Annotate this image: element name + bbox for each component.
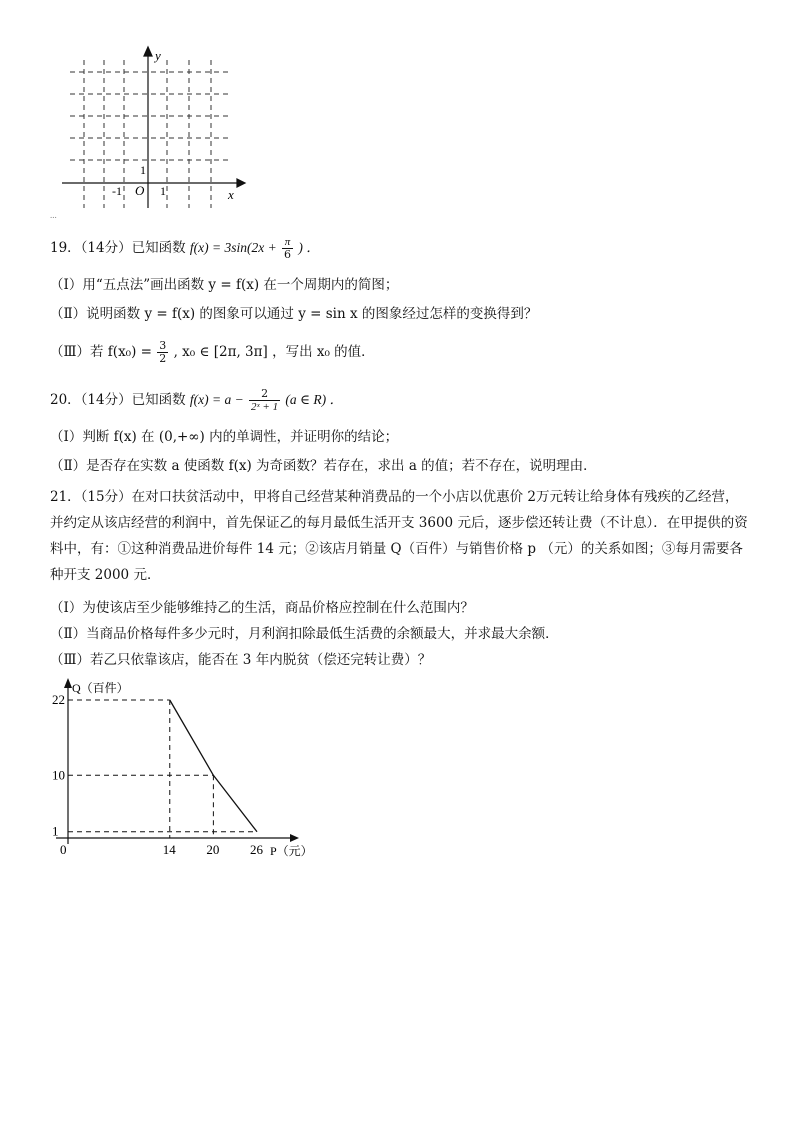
y-axis-label: Q（百件） xyxy=(72,681,129,695)
chart-labels xyxy=(52,680,313,858)
series-segment-1 xyxy=(170,700,214,775)
q19-part3-pre: （Ⅲ）若 f(x₀) = xyxy=(50,344,152,360)
q20-part2: （Ⅱ）是否存在实数 a 使函数 f(x) 为奇函数？若存在，求出 a 的值；若不存在，说明理由． xyxy=(50,458,597,474)
q19-part3 xyxy=(50,340,375,365)
q-p-chart xyxy=(40,672,340,867)
y-axis-label: y xyxy=(155,48,161,63)
chart-axes xyxy=(56,678,299,844)
q21-part3: （Ⅲ）若乙只依靠该店，能否在 3 年内脱贫（偿还完转让费）？ xyxy=(50,652,432,668)
q19-part1: （Ⅰ）用“五点法”画出函数 y = f(x) 在一个周期内的简图； xyxy=(50,277,399,293)
q19-part2: （Ⅱ）说明函数 y = f(x) 的图象可以通过 y = sin x 的图象经过怎样的变换得到？ xyxy=(50,306,538,322)
x-tick-label: 26 xyxy=(250,842,263,857)
q19-func-lhs: f(x) = 3sin(2x + xyxy=(189,240,277,255)
q19-frac-num: π xyxy=(282,236,293,249)
y-tick-label: 22 xyxy=(52,692,65,707)
q19-part3-post: , x₀ ∈ [2π, 3π] ，写出 x₀ 的值． xyxy=(173,344,375,360)
q19-func-tail: ) ． xyxy=(298,240,320,255)
y-tick-label: 1 xyxy=(52,823,59,839)
q19-header-text: 19．（14分）已知函数 xyxy=(50,240,186,256)
q20-header xyxy=(50,388,343,413)
x-tick-label: 14 xyxy=(162,842,176,857)
q20-fraction xyxy=(249,388,280,413)
x-axis-label: x xyxy=(228,187,234,202)
q19-part3-num: 3 xyxy=(159,339,167,352)
grid-lines xyxy=(70,60,230,208)
figure-footnote: ... xyxy=(50,210,57,220)
chart-guides xyxy=(68,700,257,838)
q21-part1: （Ⅰ）为使该店至少能够维持乙的生活，商品价格应控制在什么范围内？ xyxy=(50,600,474,616)
q-axis-arrow-icon xyxy=(64,678,72,688)
coordinate-grid-figure xyxy=(52,42,252,222)
tick-y-1: 1 xyxy=(140,163,146,177)
y-axis-arrow-icon xyxy=(144,47,152,56)
q19-part3-fraction xyxy=(157,340,168,365)
x-tick-label: 20 xyxy=(206,842,220,857)
q19-frac-den: 6 xyxy=(284,248,292,261)
q20-frac-num: 2 xyxy=(249,388,280,401)
q20-func-tail: (a ∈ R) ． xyxy=(285,392,343,407)
origin-label: O xyxy=(135,183,145,198)
q19-fraction xyxy=(282,236,293,261)
q21-text: 21．（15分）在对口扶贫活动中，甲将自己经营某种消费品的一个小店以优惠价 2万元转让给身体有残疾的乙经营，并约定从该店经营的利润中，首先保证乙的每月最低生活开支 3600 元后，逐步偿还转让费（不计息）．在甲提供的资料中，有：①这种消费品进价每件 14 元；②该店月销量 Q（百件）与销售价格 p （元）的关系如图；③每月需要各种开支 2000 元． xyxy=(50,489,748,583)
q20-frac-den: 2ˣ + 1 xyxy=(251,401,279,413)
y-tick-label: 10 xyxy=(52,767,65,783)
x-axis-label: P（元） xyxy=(270,844,313,858)
q21-part2: （Ⅱ）当商品价格每件多少元时，月利润扣除最低生活费的余额最大，并求最大余额． xyxy=(50,626,559,642)
chart-series xyxy=(68,700,257,832)
q19-header xyxy=(50,236,320,261)
tick-x-neg1: -1 xyxy=(112,184,122,198)
series-segment-2 xyxy=(213,775,257,831)
tick-x-1: 1 xyxy=(160,184,166,198)
q20-header-text: 20．（14分）已知函数 xyxy=(50,392,186,408)
p-axis-arrow-icon xyxy=(290,834,299,842)
x-axis-arrow-icon xyxy=(237,179,245,187)
q19-part3-den: 2 xyxy=(159,352,167,365)
q20-part1: （Ⅰ）判断 f(x) 在 (0,+∞) 内的单调性，并证明你的结论； xyxy=(50,429,399,445)
x-tick-label: 0 xyxy=(60,842,67,857)
q20-func-lhs: f(x) = a − xyxy=(189,392,244,407)
